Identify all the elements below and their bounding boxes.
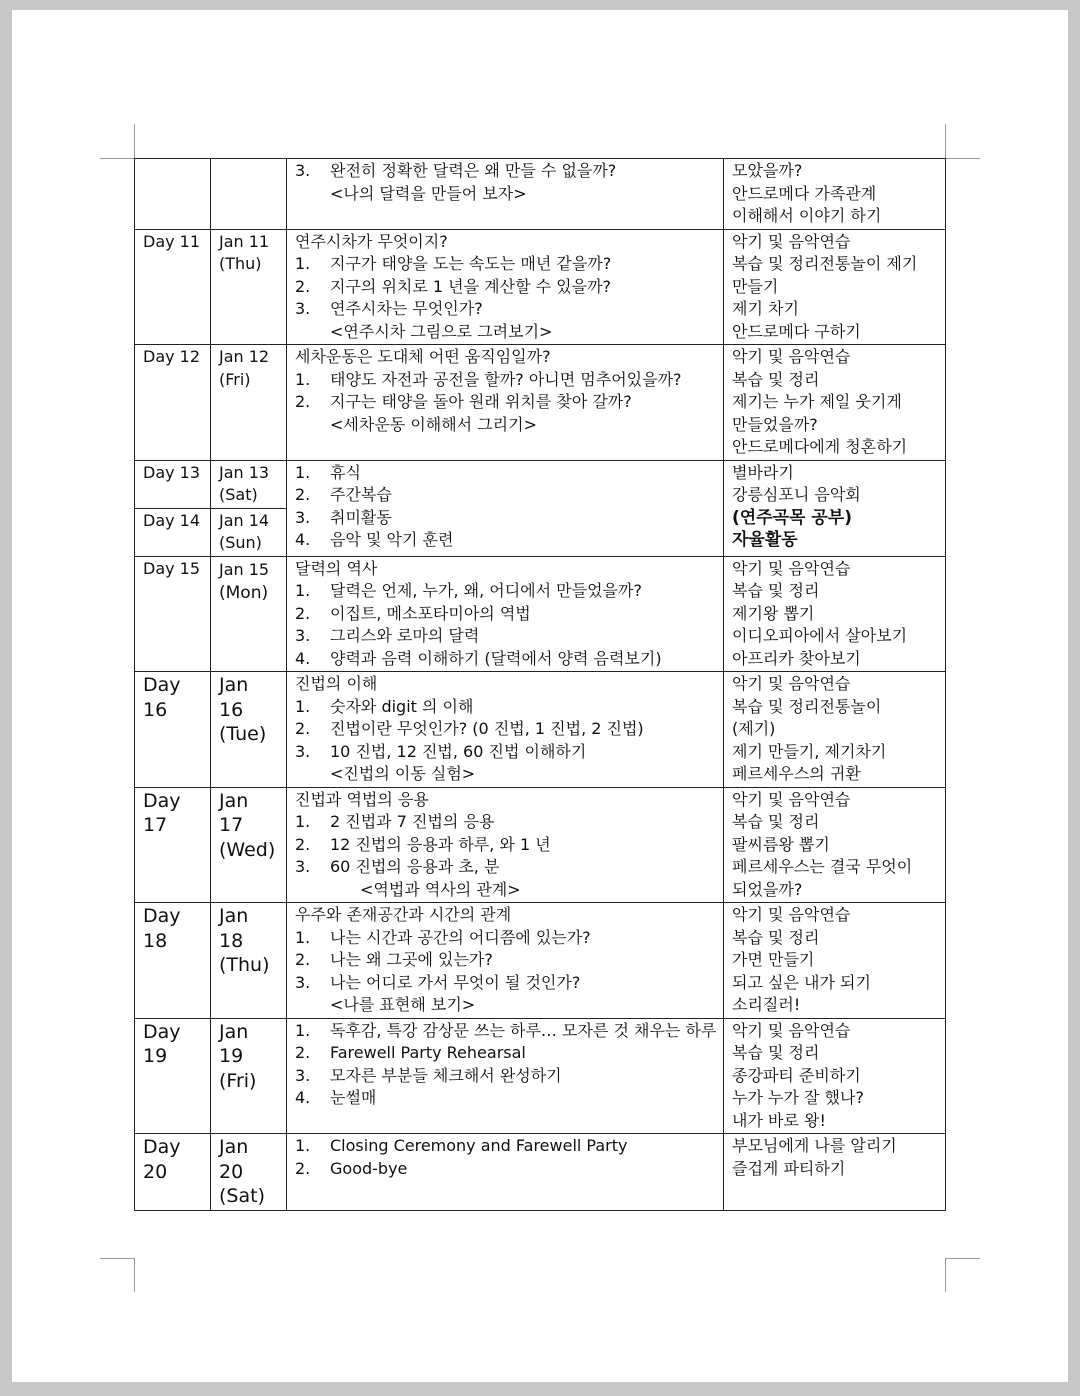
list-item: 1. 숫자와 digit 의 이해 [295, 696, 474, 716]
activity-cell: 악기 및 음악연습 복습 및 정리 가면 만들기 되고 싶은 내가 되기 소리질러! [724, 903, 946, 1019]
list-item: 2. 나는 왜 그곳에 있는가? [295, 950, 493, 969]
list-item: 4. 양력과 음력 이해하기 (달력에서 양력 음력보기) [295, 648, 662, 668]
crop-mark [100, 1258, 134, 1259]
activity-cell: 악기 및 음악연습 복습 및 정리 제기왕 뽑기 이디오피아에서 살아보기 아프리카 찾아보기 [724, 556, 946, 672]
document-page [12, 10, 1068, 1382]
date-cell: Jan 20 (Sat) [211, 1134, 287, 1211]
day-cell: Day 11 [135, 229, 211, 345]
list-item: 4. 음악 및 악기 훈련 [295, 530, 454, 549]
topic-title: 진법과 역법의 응용 [295, 789, 429, 809]
table-row [135, 159, 946, 230]
date-cell: Jan 14 (Sun) [211, 508, 287, 556]
date-cell: Jan 16 (Tue) [211, 672, 287, 788]
list-item: 3. 연주시차는 무엇인가? [295, 299, 483, 318]
table-row [135, 1134, 946, 1211]
crop-mark [100, 158, 134, 159]
day-cell: Day 15 [135, 556, 211, 672]
activity-subtitle: <세차운동 이해해서 그리기> [330, 414, 538, 434]
crop-mark [134, 124, 135, 158]
activity-subtitle: <진법의 이동 실험> [330, 764, 476, 783]
day-cell: Day 12 [135, 345, 211, 461]
list-item: 3. 나는 어디로 가서 무엇이 될 것인가? [295, 972, 581, 992]
table-row [135, 460, 946, 508]
date-cell: Jan 18 (Thu) [211, 903, 287, 1019]
content-cell [287, 903, 724, 1019]
content-cell [287, 229, 724, 345]
crop-mark [946, 1258, 980, 1259]
table-row [135, 345, 946, 461]
content-cell [287, 1134, 724, 1211]
activity-cell: 별바라기 강릉심포니 음악회 (연주곡목 공부) 자율활동 [724, 460, 946, 556]
day-cell: Day 20 [135, 1134, 211, 1211]
table-row [135, 787, 946, 903]
activity-subtitle: <역법과 역사의 관계> [360, 879, 521, 899]
date-cell: Jan 19 (Fri) [211, 1018, 287, 1134]
list-item: 1. 지구가 태양을 도는 속도는 매년 같을까? [295, 254, 612, 273]
day-cell: Day 16 [135, 672, 211, 788]
day-cell: Day 13 [135, 460, 211, 508]
activity-subtitle: <연주시차 그림으로 그려보기> [330, 321, 553, 341]
table-row [135, 903, 946, 1019]
list-item: 2. Good-bye [295, 1158, 408, 1178]
list-item: 1. 달력은 언제, 누가, 왜, 어디에서 만들었을까? [295, 581, 642, 600]
schedule-table [134, 158, 946, 1211]
day-cell [135, 159, 211, 230]
list-item: 1. 나는 시간과 공간의 어디쯤에 있는가? [295, 927, 591, 947]
day-cell: Day 18 [135, 903, 211, 1019]
activity-cell: 악기 및 음악연습 복습 및 정리전통놀이 제기 만들기 제기 차기 안드로메다 구하기 [724, 229, 946, 345]
list-item: 2. 이집트, 메소포타미아의 역법 [295, 603, 531, 623]
content-cell [287, 345, 724, 461]
table-row [135, 229, 946, 345]
day-cell: Day 14 [135, 508, 211, 556]
activity-cell: 악기 및 음악연습 복습 및 정리 제기는 누가 제일 웃기게 만들었을까? 안드로메다에게 청혼하기 [724, 345, 946, 461]
list-item: 1. 휴식 [295, 462, 361, 482]
list-item: 3. 60 진법의 응용과 초, 분 [295, 857, 500, 876]
day-cell: Day 17 [135, 787, 211, 903]
date-cell: Jan 12 (Fri) [211, 345, 287, 461]
table-row [135, 1018, 946, 1134]
list-item: 2. 지구는 태양을 돌아 원래 위치를 찾아 갈까? [295, 392, 632, 411]
crop-mark [134, 1258, 135, 1292]
activity-cell: 부모님에게 나를 알리기 즐겁게 파티하기 [724, 1134, 946, 1211]
date-cell: Jan 13 (Sat) [211, 460, 287, 508]
activity-cell: 악기 및 음악연습 복습 및 정리 팔씨름왕 뽑기 페르세우스는 결국 무엇이 되었을까? [724, 787, 946, 903]
list-item: 2. Farewell Party Rehearsal [295, 1043, 526, 1062]
content-cell [287, 672, 724, 788]
date-cell: Jan 15 (Mon) [211, 556, 287, 672]
content-cell [287, 460, 724, 556]
topic-title: 연주시차가 무엇이지? [295, 231, 448, 251]
topic-title: 세차운동은 도대체 어떤 움직임일까? [295, 347, 551, 366]
list-item: 3. 취미활동 [295, 507, 392, 527]
list-item: 1. 태양도 자전과 공전을 할까? 아니면 멈추어있을까? [295, 369, 682, 389]
list-item: 2. 지구의 위치로 1 년을 계산할 수 있을까? [295, 276, 612, 296]
activity-cell: 모았을까? 안드로메다 가족관계 이해해서 이야기 하기 [724, 159, 946, 230]
list-item: 2. 주간복습 [295, 485, 392, 504]
list-item: 3. 완전히 정확한 달력은 왜 만들 수 없을까? [295, 161, 617, 180]
list-item: 3. 10 진법, 12 진법, 60 진법 이해하기 [295, 741, 587, 761]
content-cell [287, 1018, 724, 1134]
topic-title: 달력의 역사 [295, 558, 378, 578]
crop-mark [945, 124, 946, 158]
date-cell [211, 159, 287, 230]
activity-cell: 악기 및 음악연습 복습 및 정리전통놀이 (제기) 제기 만들기, 제기차기 페르세우스의 귀환 [724, 672, 946, 788]
table-row [135, 672, 946, 788]
list-item: 3. 모자른 부분들 체크해서 완성하기 [295, 1065, 562, 1085]
list-item: 2. 진법이란 무엇인가? (0 진법, 1 진법, 2 진법) [295, 719, 644, 738]
content-cell [287, 787, 724, 903]
date-cell: Jan 11 (Thu) [211, 229, 287, 345]
day-cell: Day 19 [135, 1018, 211, 1134]
activity-cell: 악기 및 음악연습 복습 및 정리 종강파티 준비하기 누가 누가 잘 했나? 내가 바로 왕! [724, 1018, 946, 1134]
list-item: 1. 독후감, 특강 감상문 쓰는 하루… 모자른 것 채우는 하루 [295, 1020, 717, 1040]
activity-subtitle: <나를 표현해 보기> [330, 995, 476, 1014]
crop-mark [946, 158, 980, 159]
crop-mark [945, 1258, 946, 1292]
list-item: 1. Closing Ceremony and Farewell Party [295, 1136, 628, 1155]
list-item: 4. 눈썰매 [295, 1088, 377, 1107]
date-cell: Jan 17 (Wed) [211, 787, 287, 903]
list-item: 1. 2 진법과 7 진법의 응용 [295, 812, 495, 831]
topic-title: 우주와 존재공간과 시간의 관계 [295, 905, 512, 924]
topic-title: 진법의 이해 [295, 674, 378, 693]
table-row [135, 556, 946, 672]
list-item: 2. 12 진법의 응용과 하루, 와 1 년 [295, 834, 551, 854]
activity-subtitle: <나의 달력을 만들어 보자> [330, 183, 527, 203]
content-cell [287, 159, 724, 230]
content-cell [287, 556, 724, 672]
list-item: 3. 그리스와 로마의 달력 [295, 626, 480, 645]
